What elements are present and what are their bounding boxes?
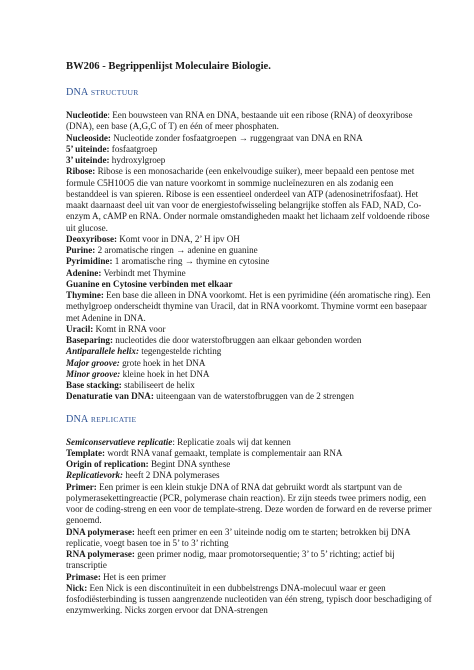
- glossary-term: Origin of replication:: [66, 459, 149, 469]
- glossary-entry: [66, 144, 434, 155]
- glossary-definition: geen primer nodig, maar promotorsequentie; 3’ to 5’ richting; actief bij transcriptie: [66, 549, 395, 571]
- section-heading: [66, 87, 434, 99]
- glossary-entry: [66, 279, 434, 290]
- document-title: BW206 - Begrippenlijst Moleculaire Biologie.: [66, 61, 271, 72]
- glossary-entry: [66, 482, 434, 527]
- glossary-term: Adenine:: [66, 267, 102, 278]
- glossary-term: Ribose:: [66, 166, 96, 177]
- glossary-entry: [66, 459, 434, 470]
- glossary-entry: [66, 110, 434, 133]
- section-heading-suffix: REPLICATIE: [90, 414, 137, 424]
- glossary-entry: [66, 155, 434, 166]
- glossary-term: Antiparallele helix:: [66, 346, 140, 357]
- section-heading-prefix: DNA: [66, 87, 89, 98]
- glossary-definition: Verbindt met Thymine: [101, 267, 186, 278]
- glossary-definition: Begint DNA synthese: [148, 459, 231, 469]
- glossary-term: Base stacking:: [66, 380, 122, 390]
- glossary-definition: tegengestelde richting: [139, 346, 222, 357]
- glossary-term: Nucleoside:: [66, 132, 111, 143]
- glossary-term: Pyrimidine:: [66, 256, 113, 267]
- glossary-term: 5’ uiteinde:: [66, 143, 110, 154]
- glossary-entry: [66, 133, 434, 144]
- glossary-definition: kleine hoek in het DNA: [120, 368, 210, 379]
- glossary-definition: Een primer is een klein stukje DNA of RNA dat gebruikt wordt als startpunt van de polymerasekettingreactie (PCR, polymerase chain reaction). Er zijn steeds twee primers nodig, een voor de coding-streng en een voor de template-streng. Deze worden de forward en de reverse primer genoemd.: [66, 481, 432, 526]
- glossary-entry: [66, 358, 434, 369]
- glossary-term: Semiconservatieve replicatie: [66, 436, 173, 447]
- glossary-entry: [66, 527, 434, 550]
- section-heading: [66, 414, 434, 426]
- glossary-entry: [66, 391, 434, 402]
- glossary-definition: heeft 2 DNA polymerases: [123, 470, 220, 481]
- glossary-term: Template:: [66, 447, 106, 458]
- glossary-entry: [66, 437, 434, 448]
- glossary-definition: Een base die alleen in DNA voorkomt. Het is een pyrimidine (één aromatische ring). Een methylgroep onderscheidt thymine van Uracil, dat in RNA voorkomt. Thymine vormt een basepaar met Adenine in DNA.: [66, 290, 431, 323]
- glossary-term: Nick:: [66, 582, 88, 593]
- glossary-entry: [66, 324, 434, 335]
- glossary-definition: hydroxylgroep: [109, 155, 166, 165]
- glossary-entry: [66, 268, 434, 279]
- glossary-term: 3’ uiteinde:: [66, 155, 110, 165]
- glossary-definition: Ribose is een monosacharide (een enkelvoudige suiker), meer bepaald een pentose met formule C5H10O5 die van nature voorkomt in sommige nucleïnezuren en als zodanig een bestanddeel is van spieren. Ribose is een essentieel onderdeel van ATP (adenosinetrifosfaat). Het maakt daarnaast deel uit van voor de energiestofwisseling belangrijke stoffen als FAD, NAD, Co-enzym A, cAMP en RNA. Onder normale omstandigheden maakt het lichaam zelf voldoende ribose uit glucose.: [66, 166, 430, 233]
- glossary-definition: nucleotides die door waterstofbruggen aan elkaar gebonden worden: [113, 335, 362, 345]
- glossary-definition: wordt RNA vanaf gemaakt, template is complementair aan RNA: [105, 447, 343, 458]
- glossary-definition: : Een bouwsteen van RNA en DNA, bestaande uit een ribose (RNA) of deoxyribose (DNA), een base (A,G,C of T) en één of meer phosphaten.: [66, 110, 413, 132]
- glossary-entry: [66, 549, 434, 572]
- sections-container: [66, 87, 434, 617]
- glossary-definition: fosfaatgroep: [109, 143, 158, 154]
- glossary-definition: Het is een primer: [100, 571, 166, 582]
- glossary-definition: 1 aromatische ring → thymine en cytosine: [112, 256, 270, 267]
- glossary-term: Purine:: [66, 245, 96, 255]
- glossary-entry: [66, 166, 434, 234]
- glossary-entry: [66, 470, 434, 481]
- glossary-definition: Een Nick is een discontinuïteit in een dubbelstrengs DNA-molecuul waar er geen fosfodiësterbinding is tussen aangrenzende nucleotiden van één streng, typisch door beschadiging of enzymwerking. Nicks zorgen ervoor dat DNA-strengen: [66, 582, 432, 616]
- glossary-term: Minor groove:: [66, 368, 121, 379]
- glossary-term: Uracil:: [66, 323, 94, 334]
- glossary-entry: [66, 335, 434, 346]
- glossary-definition: stabiliseert de helix: [121, 380, 195, 390]
- glossary-term: Deoxyribose:: [66, 233, 118, 244]
- glossary-definition: grote hoek in het DNA: [119, 357, 206, 368]
- glossary-entry: [66, 290, 434, 324]
- glossary-term: Replicatievork:: [66, 470, 124, 481]
- glossary-term: Denaturatie van DNA:: [66, 391, 154, 402]
- glossary-entry: [66, 572, 434, 583]
- glossary-term: Primase:: [66, 571, 101, 582]
- glossary-term: Thymine:: [66, 290, 104, 300]
- glossary-definition: Komt voor in DNA, 2’ H ipv OH: [117, 233, 240, 244]
- glossary-term: Major groove:: [66, 357, 120, 368]
- glossary-term: DNA polymerase:: [66, 526, 135, 537]
- glossary-entry: [66, 256, 434, 267]
- glossary-definition: uiteengaan van de waterstofbruggen van de 2 strengen: [153, 391, 354, 402]
- glossary-entry: [66, 245, 434, 256]
- glossary-definition: 2 aromatische ringen → adenine en guanine: [95, 245, 258, 255]
- glossary-term: Primer:: [66, 481, 97, 492]
- glossary-entry: [66, 369, 434, 380]
- glossary-term: RNA polymerase:: [66, 549, 135, 559]
- glossary-definition: Nucleotide zonder fosfaatgroepen → ruggengraat van DNA en RNA: [110, 132, 363, 143]
- glossary-definition: heeft een primer en een 3’ uiteinde nodig om te starten; betrokken bij DNA replicatie, voegt basen toe in 5’ to 3’ richting: [66, 526, 411, 548]
- glossary-term: Baseparing:: [66, 335, 113, 345]
- glossary-term: Guanine en Cytosine verbinden met elkaar: [66, 278, 233, 289]
- glossary-definition: Komt in RNA voor: [93, 323, 166, 334]
- glossary-entry: [66, 380, 434, 391]
- section-heading-prefix: DNA: [66, 413, 89, 425]
- section-heading-suffix: STRUCTUUR: [90, 88, 139, 97]
- glossary-definition: : Replicatie zoals wij dat kennen: [172, 436, 291, 447]
- glossary-entry: [66, 234, 434, 245]
- glossary-term: Nucleotide: [66, 110, 108, 120]
- section-spacer: [66, 403, 434, 414]
- glossary-entry: [66, 448, 434, 459]
- glossary-entry: [66, 346, 434, 357]
- glossary-entry: [66, 583, 434, 617]
